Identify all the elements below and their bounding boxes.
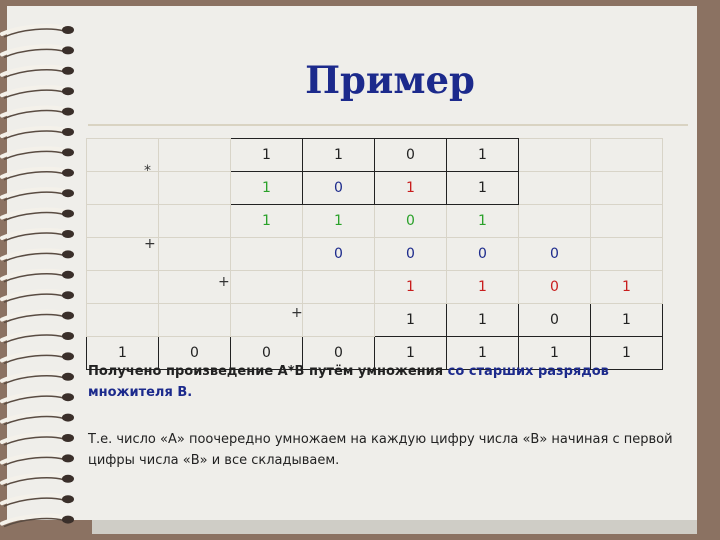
table-cell: 0 [303, 238, 375, 271]
table-cell: 1 [447, 304, 519, 337]
table-row [87, 304, 663, 337]
plus-sign: + [218, 274, 230, 290]
table-row [87, 238, 663, 271]
table-cell: 1 [519, 337, 591, 370]
table-cell: 1 [375, 172, 447, 205]
table-cell: 1 [87, 337, 159, 370]
table-row [87, 172, 663, 205]
table-cell: 1 [447, 271, 519, 304]
table-cell: 1 [375, 271, 447, 304]
table-row [87, 205, 663, 238]
table-cell: 1 [303, 205, 375, 238]
table-cell: 0 [519, 271, 591, 304]
table-cell: 0 [303, 337, 375, 370]
table-cell: 0 [519, 238, 591, 271]
table-cell: 1 [447, 337, 519, 370]
conclusion-text [88, 361, 688, 403]
multiply-sign: * [144, 163, 151, 179]
table-row [87, 271, 663, 304]
table-cell: 1 [375, 337, 447, 370]
table-cell: 1 [231, 172, 303, 205]
table-cell: 1 [591, 337, 663, 370]
table-cell: 0 [375, 238, 447, 271]
table-cell: 0 [447, 238, 519, 271]
paper-shadow [92, 520, 697, 534]
table-cell: 0 [375, 205, 447, 238]
table-cell: 1 [447, 205, 519, 238]
table-cell: 1 [447, 172, 519, 205]
table-cell: 1 [303, 139, 375, 172]
table-cell: 0 [519, 304, 591, 337]
table-cell: 0 [231, 337, 303, 370]
conclusion-prefix: Получено произведение А*В путём умножения [88, 364, 448, 379]
table-cell: 1 [591, 271, 663, 304]
table-cell: 0 [303, 172, 375, 205]
slide-title: Пример [305, 58, 475, 102]
explanation-text: Т.е. число «А» поочередно умножаем на каждую цифру числа «В» начиная с первой цифры числа «В» и все складываем. [88, 432, 673, 468]
plus-sign: + [291, 305, 303, 321]
multiplication-table [86, 138, 663, 370]
table-cell: 0 [375, 139, 447, 172]
conclusion-highlight: со старших разрядов множителя В. [88, 364, 609, 400]
table-cell: 1 [591, 304, 663, 337]
table-cell: 1 [447, 139, 519, 172]
plus-sign: + [144, 236, 156, 252]
table-row [87, 139, 663, 172]
table-cell: 1 [231, 205, 303, 238]
table-cell: 1 [231, 139, 303, 172]
table-cell: 0 [159, 337, 231, 370]
title-divider [88, 124, 688, 126]
table-cell: 1 [375, 304, 447, 337]
